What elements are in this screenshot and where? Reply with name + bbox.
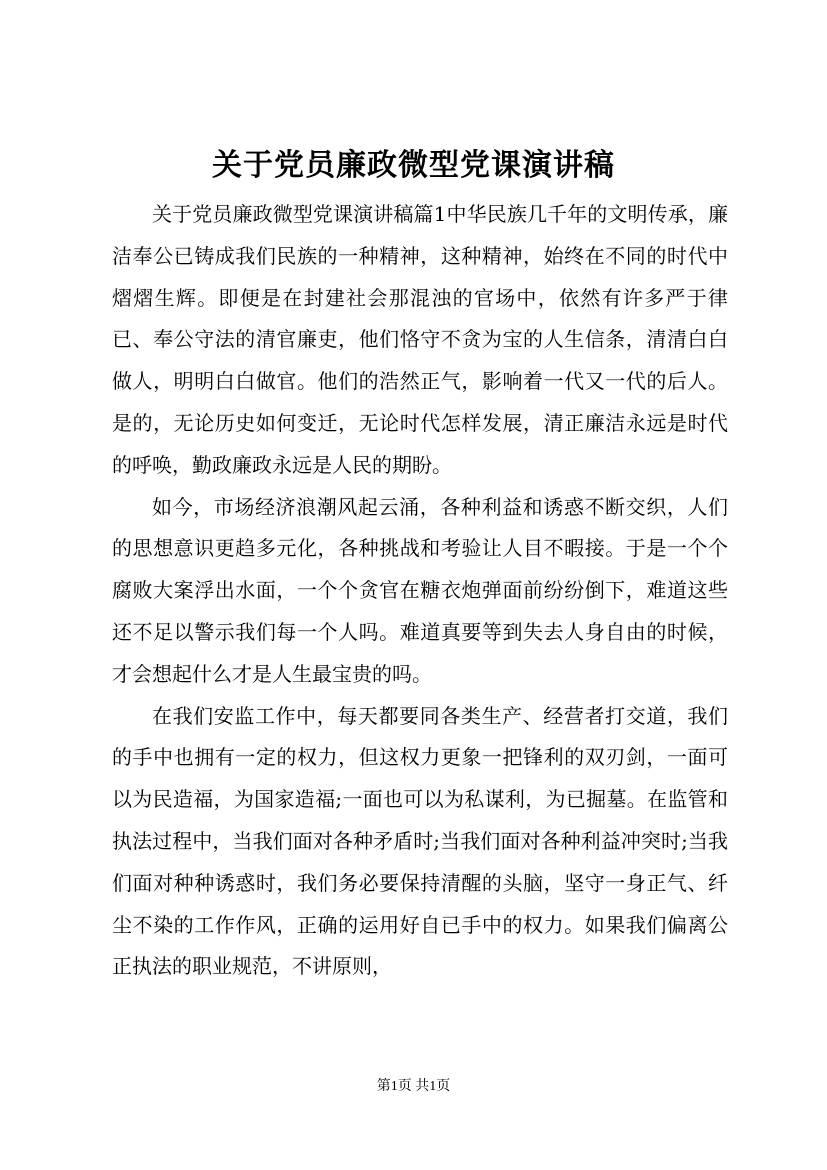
document-title: 关于党员廉政微型党课演讲稿 [212, 148, 615, 183]
paragraph-3: 在我们安监工作中，每天都要同各类生产、经营者打交道，我们的手中也拥有一定的权力，但这权力更象一把锋利的双刃剑，一面可以为民造福，为国家造福;一面也可以为私谋利，为已掘墓。在监管和执法过程中，当我们面对各种矛盾时;当我们面对各种利益冲突时;当我们面对种种诱惑时，我们务必要保持清醒的头脑，坚守一身正气、纤尘不染的工作作风，正确的运用好自已手中的权力。如果我们偏离公正执法的职业规范，不讲原则， [112, 703, 728, 979]
document-body [112, 194, 728, 988]
page-footer: 第1页 共1页 [376, 1079, 451, 1094]
paragraph-1: 关于党员廉政微型党课演讲稿篇1中华民族几千年的文明传承，廉洁奉公已铸成我们民族的一种精神，这种精神，始终在不同的时代中熠熠生辉。即便是在封建社会那混浊的官场中，依然有许多严于律已、奉公守法的清官廉吏，他们恪守不贪为宝的人生信条，清清白白做人，明明白白做官。他们的浩然正气，影响着一代又一代的后人。是的，无论历史如何变迁，无论时代怎样发展，清正廉洁永远是时代的呼唤，勤政廉政永远是人民的期盼。 [112, 202, 728, 477]
paragraph-2: 如今，市场经济浪潮风起云涌，各种利益和诱惑不断交织，人们的思想意识更趋多元化，各种挑战和考验让人目不暇接。于是一个个腐败大案浮出水面，一个个贪官在糖衣炮弹面前纷纷倒下，难道这些还不足以警示我们每一个人吗。难道真要等到失去人身自由的时候，才会想起什么才是人生最宝贵的吗。 [112, 494, 728, 686]
